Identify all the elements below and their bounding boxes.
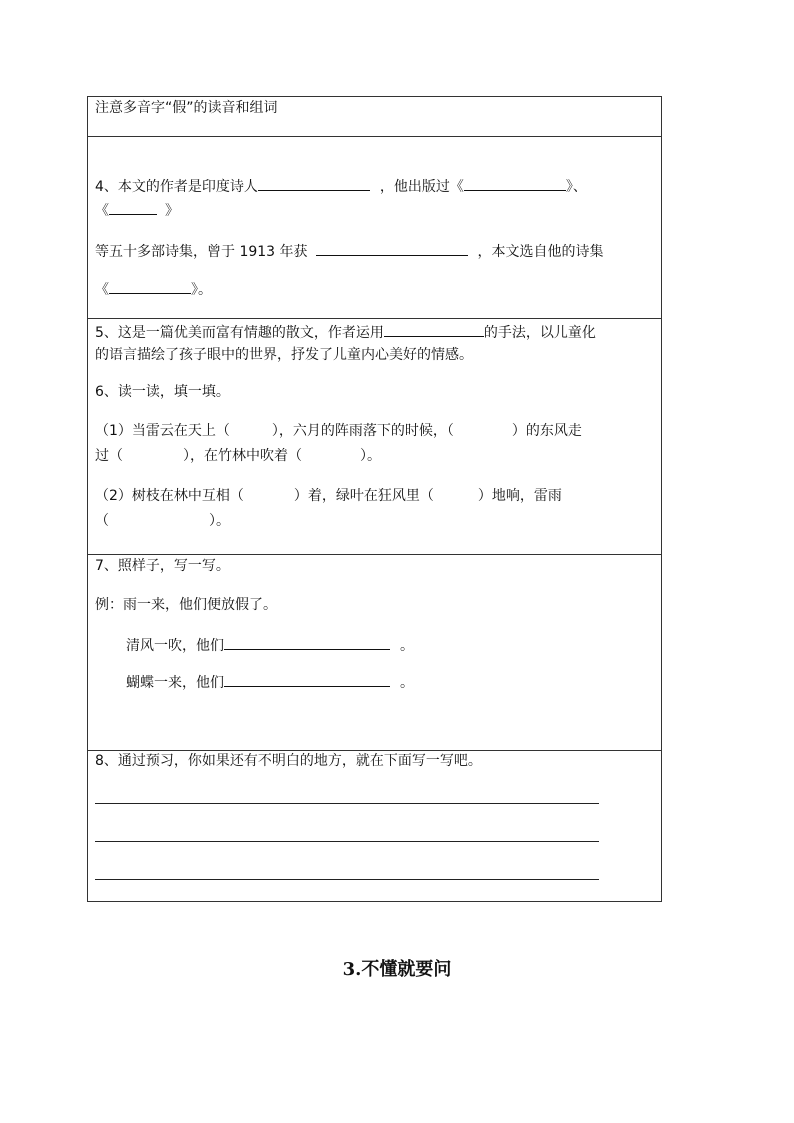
row-polyphone-note [88, 97, 661, 137]
q6-s1-text-f: ）。 [360, 448, 381, 464]
q4-text-a: 4、本文的作者是印度诗人 [95, 179, 258, 195]
q6-s2-text-d: （ [95, 513, 109, 529]
q7-line2-text: 蝴蝶一来，他们 [126, 675, 224, 691]
row-question-4 [88, 137, 661, 319]
lesson-heading: 3.不懂就要问 [342, 959, 452, 980]
q4-text-b: ，他出版过《 [379, 179, 464, 195]
q4-line2 [95, 199, 179, 221]
q4-blank-collection[interactable] [109, 278, 191, 294]
q6-sentence1-line1 [95, 421, 582, 441]
q6-s1-text-c: ）的东风走 [511, 423, 582, 439]
q6-s2-text-e: ）。 [209, 513, 230, 529]
q6-s2-text-b: ）着，绿叶在狂风里（ [293, 488, 434, 504]
q7-example: 例：雨一来，他们便放假了。 [95, 597, 277, 613]
q4-line4 [95, 278, 212, 300]
q4-text-g: ，本文选自他的诗集 [477, 244, 604, 260]
q8-writing-line-1[interactable] [95, 803, 599, 804]
q4-blank-prize[interactable] [316, 240, 468, 256]
row-question-8 [88, 751, 661, 901]
q6-s1-text-b: ），六月的阵雨落下的时候，（ [271, 423, 454, 439]
q7-line1-end: 。 [400, 638, 414, 654]
q6-s2-text-a: （2）树枝在林中互相（ [95, 488, 244, 504]
q4-text-i: 》。 [191, 282, 212, 298]
q4-blank-work1[interactable] [464, 175, 566, 191]
q4-blank-poet[interactable] [258, 175, 370, 191]
q4-text-f: 等五十多部诗集，曾于 1913 年获 [95, 244, 308, 260]
q4-text-h: 《 [95, 282, 109, 298]
q4-text-e: 》 [165, 203, 179, 219]
q8-writing-line-3[interactable] [95, 879, 599, 880]
q4-text-d: 《 [95, 203, 109, 219]
q7-line1 [126, 634, 414, 656]
row-questions-5-6 [88, 319, 661, 555]
q7-line2 [126, 671, 414, 693]
q4-line1 [95, 175, 587, 197]
q6-s1-text-a: （1）当雷云在天上（ [95, 423, 230, 439]
q8-title: 8、通过预习，你如果还有不明白的地方，就在下面写一写吧。 [95, 753, 482, 769]
q6-sentence1-line2 [95, 446, 381, 466]
q4-line3 [95, 240, 604, 262]
q7-title: 7、照样子，写一写。 [95, 558, 230, 574]
polyphone-note-text: 注意多音字“假”的读音和组词 [95, 100, 278, 116]
q6-s1-text-e: ），在竹林中吹着（ [183, 448, 302, 464]
q4-text-c: 》、 [565, 179, 587, 195]
row-question-7 [88, 555, 661, 751]
q5-blank-technique[interactable] [384, 321, 484, 337]
q5-text-a: 5、这是一篇优美而富有情趣的散文，作者运用 [95, 325, 384, 341]
q6-s2-text-c: ）地响，雷雨 [477, 488, 562, 504]
q8-writing-line-2[interactable] [95, 841, 599, 842]
q4-blank-work2[interactable] [109, 199, 157, 215]
q7-blank-2[interactable] [224, 671, 390, 687]
q5-text-b: 的手法，以儿童化 [483, 325, 596, 341]
q6-s1-text-d: 过（ [95, 448, 123, 464]
q7-line1-text: 清风一吹，他们 [126, 638, 224, 654]
q7-line2-end: 。 [400, 675, 414, 691]
q5-line1 [95, 321, 596, 343]
q6-sentence2-line1 [95, 486, 562, 506]
q6-sentence2-line2 [95, 511, 230, 531]
q7-blank-1[interactable] [224, 634, 390, 650]
q6-title: 6、读一读，填一填。 [95, 384, 230, 400]
q5-line2: 的语言描绘了孩子眼中的世界，抒发了儿童内心美好的情感。 [95, 347, 473, 363]
worksheet-table [87, 96, 662, 902]
